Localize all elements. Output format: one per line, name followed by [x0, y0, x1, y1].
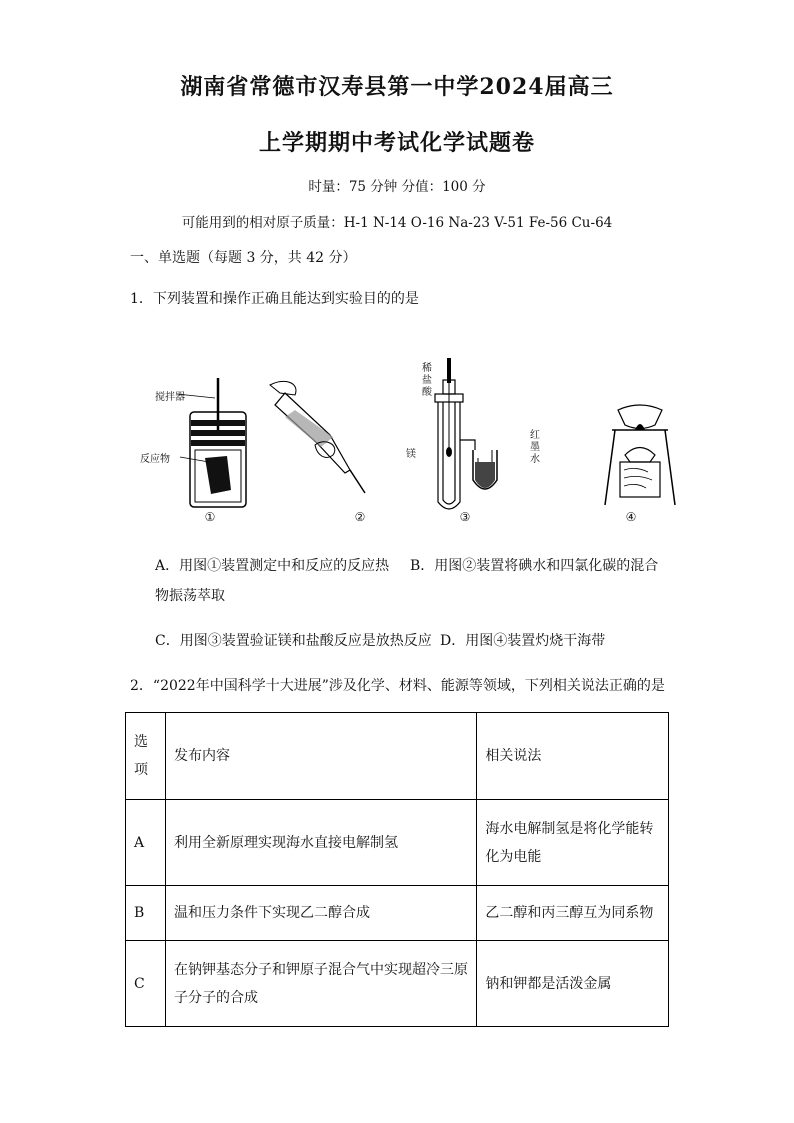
option-c: C．用图③装置验证镁和盐酸反应是放热反应: [155, 633, 432, 649]
question-1-figures: [130, 340, 690, 530]
ink-label-3: 水: [530, 454, 540, 465]
header-option-line-1: 选: [134, 734, 148, 750]
figure-2-funnel: [255, 375, 385, 495]
ink-label-2: 墨: [530, 442, 540, 453]
header-option-line-2: 项: [134, 762, 148, 778]
row-note: 乙二醇和丙三醇互为同系物: [477, 886, 669, 941]
question-1-stem: 1．下列装置和操作正确且能达到实验目的的是: [130, 291, 419, 307]
figure-1-calorimeter: [135, 370, 255, 510]
row-option: B: [126, 886, 166, 941]
reactant-label: 反应物: [140, 454, 170, 465]
acid-label: [422, 363, 432, 399]
row-note: 海水电解制氢是将化学能转化为电能: [477, 800, 669, 886]
figure-2-label: ②: [354, 510, 366, 524]
acid-label-1: 稀: [422, 363, 432, 374]
ink-label-1: 红: [530, 430, 540, 441]
time-score: 时量：75 分钟 分值：100 分: [308, 179, 486, 195]
row-option: A: [126, 800, 166, 886]
row-option: C: [126, 941, 166, 1027]
option-b-continued: 物振荡萃取: [155, 588, 225, 604]
table-header-row: [126, 713, 669, 800]
row-note: 钠和钾都是活泼金属: [477, 941, 669, 1027]
header-content-cell: 发布内容: [165, 713, 476, 800]
row-content: 在钠钾基态分子和钾原子混合气中实现超冷三原子分子的合成: [165, 941, 476, 1027]
header-note-cell: 相关说法: [477, 713, 669, 800]
ink-label: [530, 430, 540, 466]
row-content: 利用全新原理实现海水直接电解制氢: [165, 800, 476, 886]
question-2-table: [125, 712, 669, 1027]
row-content: 温和压力条件下实现乙二醇合成: [165, 886, 476, 941]
magnesium-label: 镁: [406, 449, 416, 460]
figure-1-label: ①: [204, 510, 216, 524]
figure-4-tripod: [600, 400, 680, 510]
title-line-2: 上学期期中考试化学试题卷: [258, 130, 535, 156]
figure-4-label: ④: [625, 510, 637, 524]
acid-label-2: 盐: [422, 375, 432, 386]
option-a: A．用图①装置测定中和反应的反应热: [155, 558, 390, 574]
question-2-stem: 2．“2022年中国科学十大进展”涉及化学、材料、能源等领域，下列相关说法正确的是: [130, 678, 665, 694]
acid-label-3: 酸: [422, 387, 432, 398]
header-option-cell: [126, 713, 166, 800]
stirrer-label: 搅拌器: [155, 392, 185, 403]
table-row: [126, 886, 669, 941]
atomic-masses: 可能用到的相对原子质量：H-1 N-14 O-16 Na-23 V-51 Fe-56 Cu-64: [181, 215, 613, 231]
table-row: [126, 941, 669, 1027]
figure-3-label: ③: [459, 510, 471, 524]
title-line-1: 湖南省常德市汉寿县第一中学2024届高三: [180, 74, 614, 100]
option-d: D．用图④装置灼烧干海带: [440, 633, 606, 649]
table-row: [126, 800, 669, 886]
option-b: B．用图②装置将碘水和四氯化碳的混合: [410, 558, 659, 574]
section-heading: 一、单选题（每题 3 分，共 42 分）: [130, 250, 357, 266]
